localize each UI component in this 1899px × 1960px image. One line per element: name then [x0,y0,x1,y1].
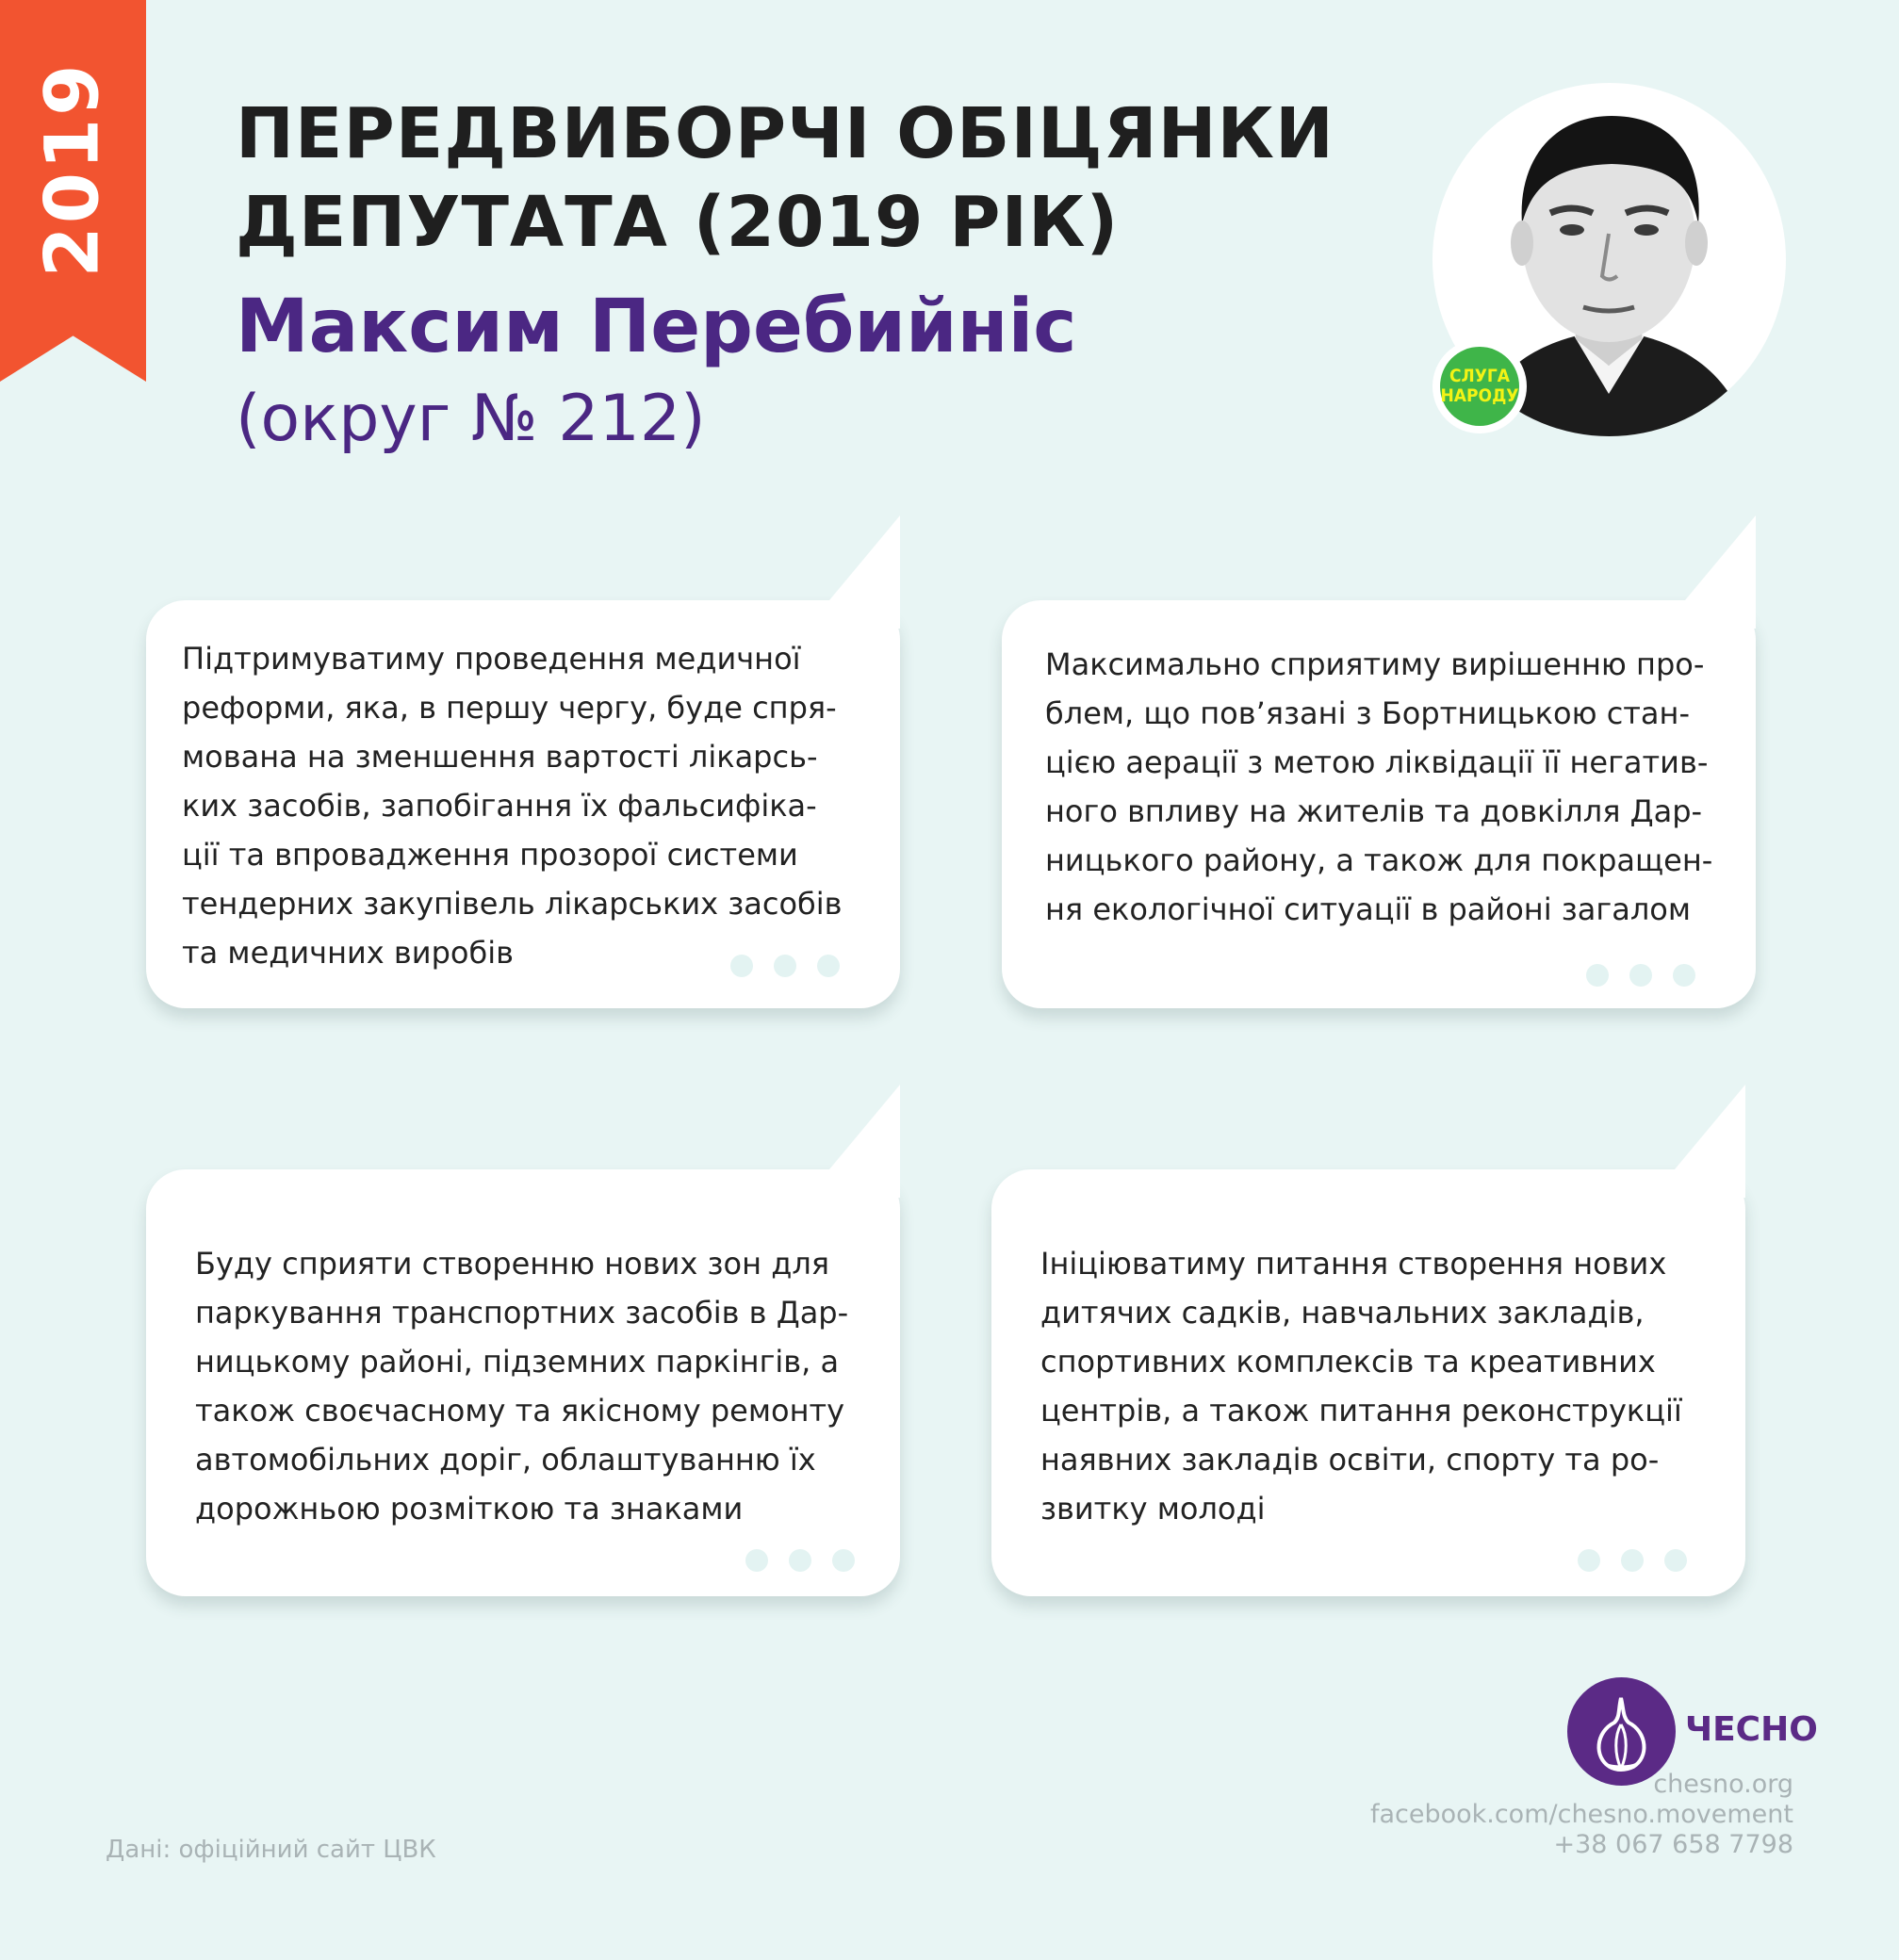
promise-2-line: Максимально сприятиму вирішенню про- [1045,646,1705,682]
dot [1673,964,1695,987]
promise-1-line: реформи, яка, в першу чергу, буде спря- [182,690,837,726]
promise-2-line: цією аерації з метою ліквідації її негатив- [1045,744,1709,780]
promise-4-line: центрів, а також питання реконструкції [1040,1393,1682,1429]
promise-4-line: спортивних комплексів та креативних [1040,1344,1656,1380]
title-line-2: ДЕПУТАТА (2019 РІК) [236,182,1120,263]
data-source: Дані: офіційний сайт ЦВК [106,1836,436,1864]
party-logo-inner [1440,347,1519,426]
deputy-name: Максим Перебийніс [236,285,1077,369]
party-logo-icon [1432,339,1527,433]
promise-text-2 [1045,640,1712,934]
promise-2-line: ня екологічної ситуації в районі загалом [1045,891,1691,927]
dot [1578,1549,1600,1572]
promise-4-line: наявних закладів освіти, спорту та ро- [1040,1442,1660,1478]
contacts [1370,1770,1793,1860]
promise-text-1 [182,634,843,977]
promise-text-4 [1040,1239,1682,1533]
promise-1-line: та медичних виробів [182,935,514,971]
bubble-tail [806,1085,900,1198]
contact-facebook[interactable]: facebook.com/chesno.movement [1369,1800,1793,1829]
promise-3-line: дорожньою розміткою та знаками [195,1491,744,1527]
dot [1629,964,1652,987]
typing-dots [745,1549,855,1572]
typing-dots [1578,1549,1687,1572]
promise-1-line: мована на зменшення вартості лікарсь- [182,739,818,775]
bubble-tail [1662,515,1756,629]
contact-website[interactable]: chesno.org [1653,1770,1793,1799]
promise-2-line: ницького району, а також для покращен- [1045,842,1713,878]
dot [730,955,753,977]
party-name-line-1: СЛУГА [1449,366,1511,386]
bubble-tail [1651,1085,1745,1198]
promise-4-line: дитячих садків, навчальних закладів, [1040,1295,1645,1331]
promise-text-3 [195,1239,848,1533]
promise-3-line: Буду сприяти створенню нових зон для [195,1246,830,1282]
page-title [236,90,1414,267]
promise-3-line: автомобільних доріг, облаштуванню їх [195,1442,816,1478]
party-name-line-2: НАРОДУ [1440,385,1519,406]
dot [1586,964,1609,987]
promise-1-line: ції та впровадження прозорої системи [182,837,798,873]
year-ribbon-label-wrap [0,0,146,339]
year-label: 2019 [30,61,116,278]
promise-4-line: звитку молоді [1040,1491,1266,1527]
dot [1664,1549,1687,1572]
dot [817,955,840,977]
promise-1-line: ких засобів, запобігання їх фальсифіка- [182,788,817,824]
promise-bubble-3 [146,1169,900,1596]
promise-bubble-4 [991,1169,1745,1596]
dot [745,1549,768,1572]
logo-text: ЧЕСНО [1685,1710,1818,1749]
typing-dots [730,955,840,977]
bubble-tail [806,515,900,629]
promise-3-line: ницькому районі, підземних паркінгів, а [195,1344,840,1380]
dot [832,1549,855,1572]
contact-phone: +38 067 658 7798 [1553,1830,1793,1859]
title-line-1: ПЕРЕДВИБОРЧІ ОБІЦЯНКИ [236,93,1334,174]
district-label: (округ № 212) [236,382,706,456]
promise-1-line: Підтримуватиму проведення медичної [182,641,801,677]
promise-3-line: також своєчасному та якісному ремонту [195,1393,845,1429]
promise-4-line: Ініціюватиму питання створення нових [1040,1246,1667,1282]
dot [774,955,796,977]
promise-bubble-2 [1002,600,1756,1008]
promise-bubble-1 [146,600,900,1008]
promise-3-line: паркування транспортних засобів в Дар- [195,1295,849,1331]
dot [1621,1549,1644,1572]
dot [789,1549,811,1572]
promise-1-line: тендерних закупівель лікарських засобів [182,886,843,922]
typing-dots [1586,964,1695,987]
promise-2-line: блем, що пов’язані з Бортницькою стан- [1045,695,1690,731]
promise-2-line: ного впливу на жителів та довкілля Дар- [1045,793,1703,829]
